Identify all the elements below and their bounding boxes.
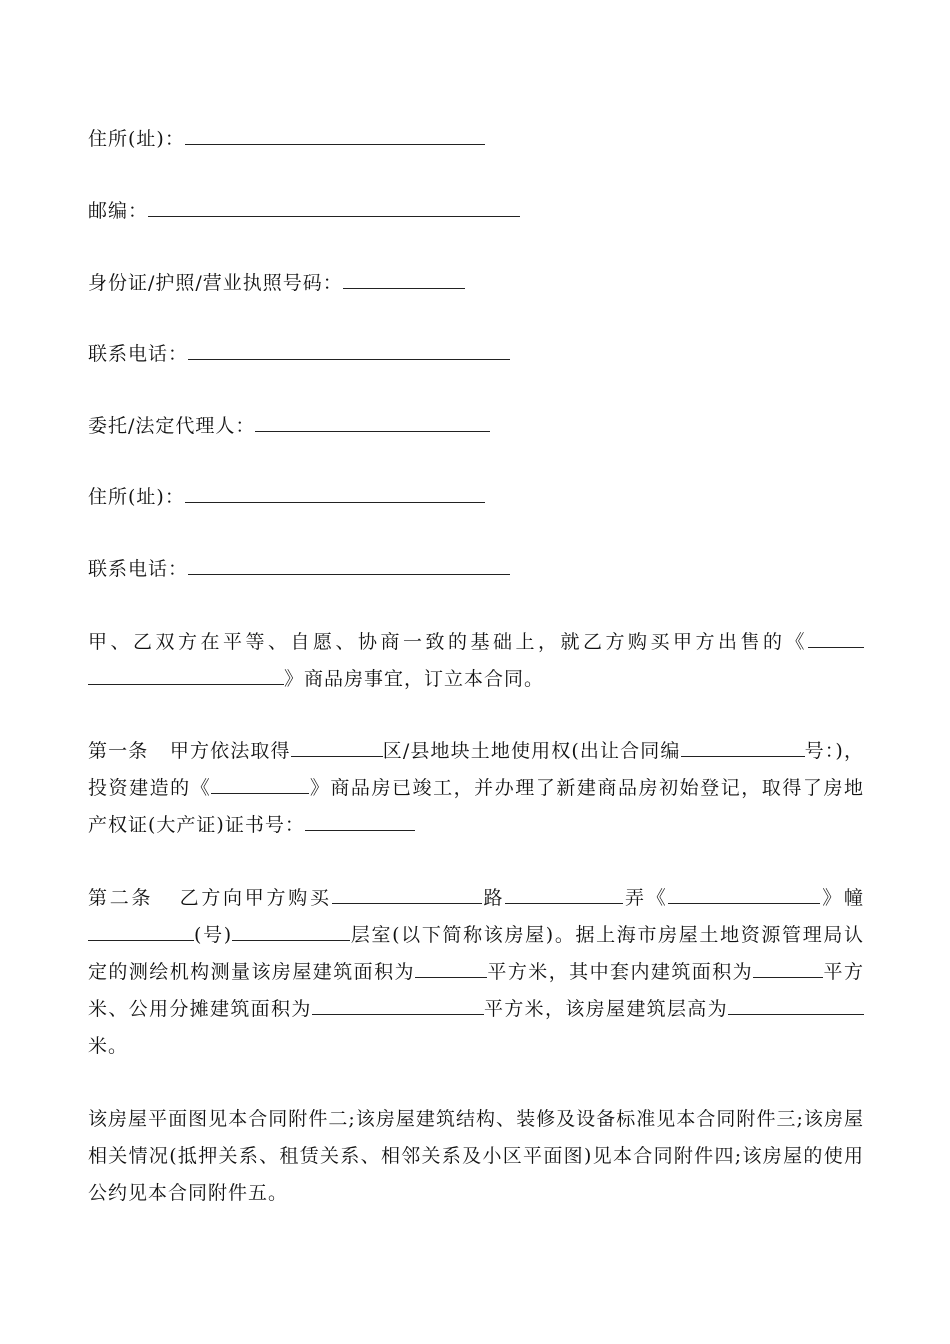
phone-label: 联系电话： (88, 343, 189, 365)
shared-area-blank[interactable] (312, 996, 484, 1015)
article-2-text-7: 平方米，其中套内建筑面积为 (486, 961, 754, 983)
phone-blank[interactable] (188, 341, 510, 360)
estate-name-blank[interactable] (668, 885, 820, 904)
article-2-text-10: 米。 (88, 1035, 129, 1057)
phone-field (88, 341, 510, 367)
intro-blank-a[interactable] (808, 629, 864, 648)
article-2-text-8: 平方米、公用分摊建筑面积为 (88, 961, 864, 1020)
article-2-text-4: 》幢 (820, 887, 864, 909)
agent-address-label: 住所(址)： (88, 486, 185, 508)
address-blank[interactable] (185, 126, 485, 145)
article-2-text-6: 层室(以下简称该房屋)。据上海市房屋土地资源管理局认定的测绘机构测量该房屋建筑面积为 (88, 924, 865, 983)
article-2-text-9: 平方米，该房屋建筑层高为 (483, 998, 728, 1020)
article-2-text-1: 乙方向甲方购买 (179, 887, 332, 909)
building-name-blank[interactable] (211, 775, 309, 794)
agent-blank[interactable] (255, 413, 490, 432)
address-field (88, 126, 485, 152)
floor-room-blank[interactable] (232, 922, 350, 941)
postcode-blank[interactable] (148, 198, 520, 217)
postcode-label: 邮编： (88, 200, 149, 222)
intro-text-1: 甲、乙双方在平等、自愿、协商一致的基础上，就乙方购买甲方出售的《 (88, 631, 808, 653)
agent-address-field (88, 484, 485, 510)
inner-area-blank[interactable] (753, 959, 823, 978)
certificate-no-blank[interactable] (305, 812, 415, 831)
article-2-text-5: (号) (194, 924, 233, 946)
intro-text-2: 》商品房事宜，订立本合同。 (284, 668, 545, 690)
article-1-text-4: 》商品房已竣工，并办理了新建商品房初始登记，取得了房地产权证(大产证)证书号： (88, 777, 864, 836)
agent-label: 委托/法定代理人： (88, 415, 256, 437)
building-no-blank[interactable] (88, 922, 194, 941)
attachments-paragraph (88, 1101, 864, 1212)
id-number-field (88, 270, 465, 296)
address-label: 住所(址)： (88, 128, 185, 150)
agent-address-blank[interactable] (185, 484, 485, 503)
intro-paragraph (88, 624, 864, 698)
article-2 (88, 880, 864, 1065)
contract-no-blank-b[interactable] (781, 738, 805, 757)
floor-area-blank[interactable] (415, 959, 487, 978)
lane-blank[interactable] (505, 885, 623, 904)
id-number-blank[interactable] (343, 270, 465, 289)
id-number-label: 身份证/护照/营业执照号码： (88, 272, 343, 294)
article-1-heading: 第一条 (88, 740, 149, 762)
agent-phone-blank[interactable] (188, 556, 510, 575)
article-1-text-3: 号：)，投资建造的《 (88, 740, 864, 799)
article-2-text-3: 弄《 (623, 887, 669, 909)
agent-field (88, 413, 490, 439)
district-blank[interactable] (291, 738, 383, 757)
article-2-text-2: 路 (481, 887, 506, 909)
article-1-text-1: 甲方依法取得 (169, 740, 291, 762)
agent-phone-label: 联系电话： (88, 558, 189, 580)
article-1 (88, 733, 864, 844)
road-blank[interactable] (332, 885, 482, 904)
contract-no-blank-a[interactable] (681, 738, 781, 757)
agent-phone-field (88, 556, 510, 582)
attachments-text: 该房屋平面图见本合同附件二;该房屋建筑结构、装修及设备标准见本合同附件三;该房屋相关情况(抵押关系、租赁关系、相邻关系及小区平面图)见本合同附件四;该房屋的使用公约见本合同附件五。 (88, 1108, 864, 1204)
postcode-field (88, 198, 520, 224)
intro-blank-b[interactable] (88, 666, 284, 685)
article-2-heading: 第二条 (88, 887, 154, 909)
floor-height-blank[interactable] (728, 996, 864, 1015)
article-1-text-2: 区/县地块土地使用权(出让合同编 (382, 740, 681, 762)
